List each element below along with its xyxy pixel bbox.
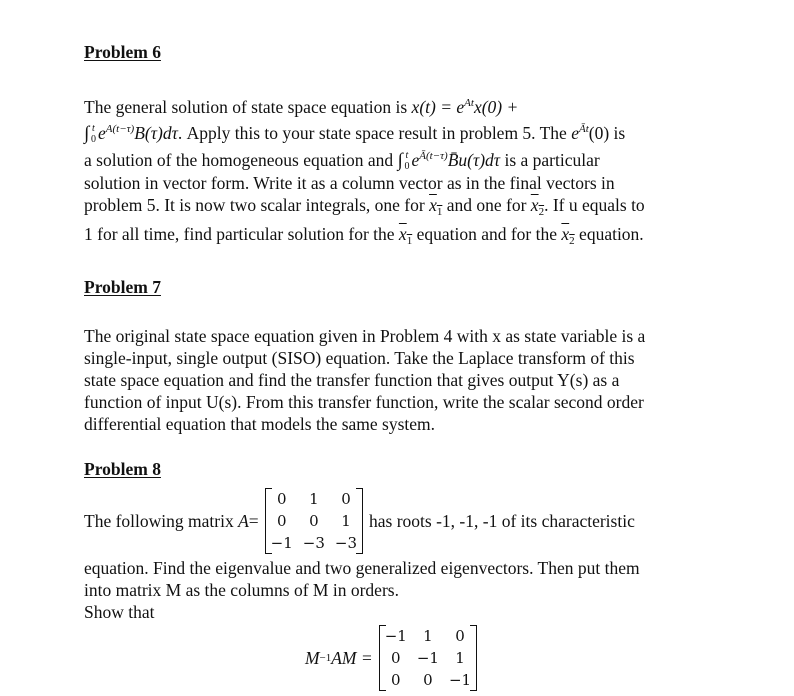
document-page	[84, 40, 724, 693]
matrix-cell: −1	[270, 534, 293, 552]
matrix-cell: 0	[276, 490, 287, 508]
matrix-cell: −1	[448, 671, 472, 689]
problem-6-line-6: 1 for all time, find particular solution for the $\overline{x}_1$ equation and for the $\overline{x}_2$ equation.	[84, 224, 644, 247]
matrix-cell: 1	[341, 512, 351, 530]
integral-sign: ∫ t 0	[84, 123, 96, 145]
matrix-a	[265, 488, 363, 554]
problem-7-line: The original state space equation given in Problem 4 with x as state variable is a	[84, 326, 646, 346]
matrix-cell: −1	[416, 649, 439, 667]
matrix-cell: 1	[455, 649, 465, 667]
problem-8-heading: Problem 8	[84, 459, 161, 479]
matrix-cell: 0	[423, 671, 433, 689]
matrix-cell: 0	[276, 512, 287, 530]
problem-7-heading: Problem 7	[84, 277, 161, 297]
matrix-cell: 1	[309, 490, 319, 508]
result-equation: M −1 AM = −1 1 0 0 −1 1 0 0 −1	[64, 623, 724, 693]
matrix-cell: 0	[390, 649, 401, 667]
problem-6-line-5: problem 5. It is now two scalar integrals, one for $\overline{x}_1$ and one for $\overline{x}_2$. If u equals to	[84, 195, 645, 218]
problem-6-line-1: The general solution of state space equation is $x(t) = e^{At}x(0)$ +	[84, 97, 519, 117]
matrix-cell: 0	[455, 627, 465, 645]
matrix-cell: −1	[384, 627, 407, 645]
problem-8-line: into matrix M as the columns of M in orders.	[84, 580, 399, 600]
problem-7-line: differential equation that models the same system.	[84, 414, 436, 434]
matrix-cell: −3	[302, 534, 325, 552]
problem-8-line: equation. Find the eigenvalue and two generalized eigenvectors. Then put them	[84, 558, 640, 578]
problem-6-heading: Problem 6	[84, 42, 161, 62]
matrix-jordan	[379, 625, 477, 691]
matrix-cell: 0	[309, 512, 319, 530]
problem-6-line-3: a solution of the homogeneous equation and ∫ t 0 $e^{Ā(t-\tau)}B̄u(\tau)d\tau$ is a particular	[84, 150, 600, 172]
matrix-cell: 0	[341, 490, 351, 508]
matrix-a-statement: The following matrix A = 0 1 0 0 0 1 −1 −3 −3 has roots -1, -1, -1 of its characteristic	[84, 490, 635, 552]
integral-sign: ∫ t 0	[397, 150, 410, 172]
show-that-label: Show that	[84, 602, 155, 622]
problem-6-line-4: solution in vector form. Write it as a column vector as in the final vectors in	[84, 173, 615, 193]
problem-7-line: single-input, single output (SISO) equation. Take the Laplace transform of this	[84, 348, 635, 368]
matrix-cell: 1	[423, 627, 433, 645]
matrix-cell: 0	[390, 671, 401, 689]
problem-7-line: state space equation and find the transfer function that gives output Y(s) as a	[84, 370, 620, 390]
matrix-cell: −3	[334, 534, 358, 552]
problem-6-line-2: ∫ t 0 $e^{A(t-\tau)}B(\tau)d\tau$. Apply this to your state space result in problem 5. The $e^{Āt}(0)$ is	[84, 123, 626, 145]
problem-7-line: function of input U(s). From this transfer function, write the scalar second order	[84, 392, 644, 412]
